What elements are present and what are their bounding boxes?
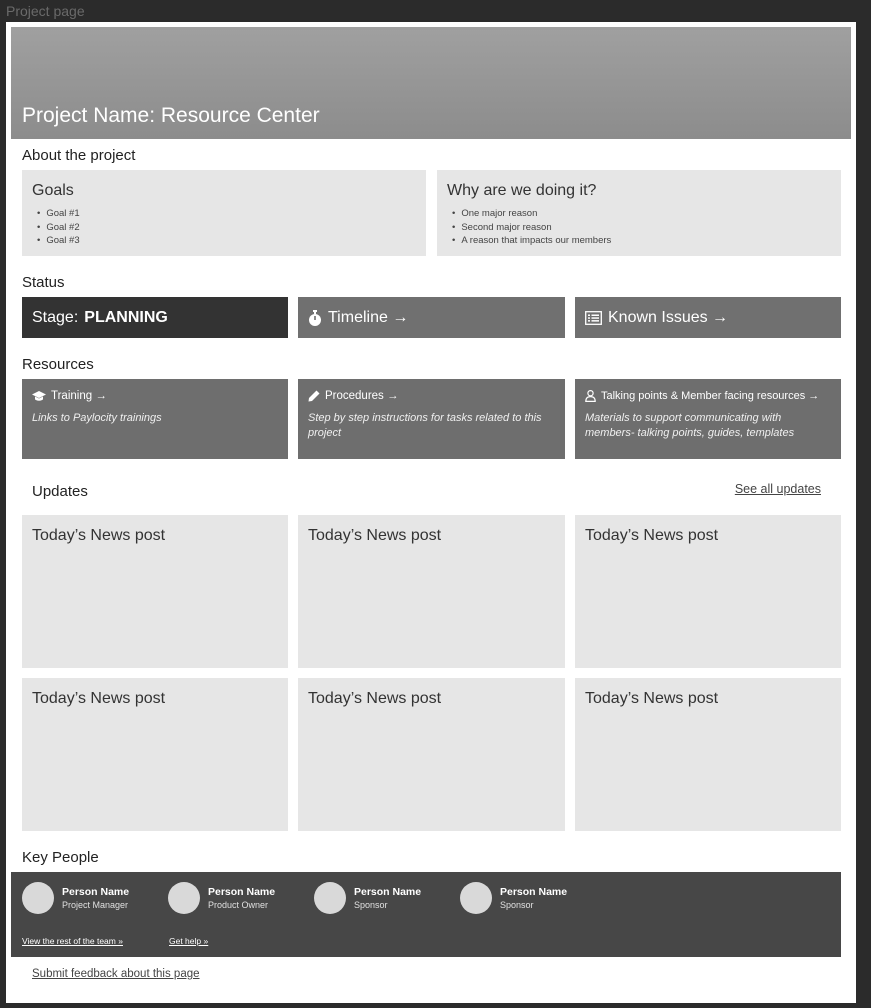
training-link[interactable] <box>32 390 107 402</box>
person-role: Project Manager <box>62 900 129 910</box>
updates-section-title: Updates <box>32 483 88 500</box>
training-card[interactable] <box>22 379 288 459</box>
person-icon <box>585 390 596 402</box>
person-role: Sponsor <box>500 900 534 910</box>
talking-points-card[interactable] <box>575 379 841 459</box>
stage-card <box>22 297 288 338</box>
procedures-card[interactable] <box>298 379 565 459</box>
resources-section-title: Resources <box>22 356 94 373</box>
submit-feedback-link[interactable]: Submit feedback about this page <box>32 968 200 980</box>
list-icon <box>585 311 602 325</box>
known-issues-button[interactable] <box>575 297 841 338</box>
goals-card <box>22 170 426 256</box>
graduation-cap-icon <box>32 391 46 402</box>
person-name: Person Name <box>62 886 130 898</box>
key-people-section-title: Key People <box>22 849 99 866</box>
known-issues-label: Known Issues → <box>608 308 729 326</box>
talking-points-label: Talking points & Member facing resources → <box>601 390 820 402</box>
project-page <box>6 22 856 1003</box>
avatar <box>314 882 346 914</box>
news-post-title: Today’s News post <box>32 527 166 544</box>
why-heading: Why are we doing it? <box>447 182 597 199</box>
person-name: Person Name <box>354 886 422 898</box>
news-post-title: Today’s News post <box>32 690 166 707</box>
timeline-label: Timeline → <box>328 308 409 326</box>
key-people-band <box>11 872 841 957</box>
list-item: • One major reason <box>452 207 611 221</box>
goals-list <box>37 207 80 248</box>
pencil-icon <box>308 390 320 402</box>
stage-label: Stage: <box>32 308 79 326</box>
avatar <box>22 882 54 914</box>
person-card[interactable] <box>22 882 129 914</box>
goals-heading: Goals <box>32 182 74 199</box>
person-name: Person Name <box>208 886 276 898</box>
why-card <box>437 170 841 256</box>
page-title: Project Name: Resource Center <box>22 104 320 127</box>
talking-points-description: Materials to support communicating with members- talking points, guides, templates <box>585 412 795 439</box>
person-role: Product Owner <box>208 900 269 910</box>
list-item: • Goal #2 <box>37 221 80 235</box>
frame-label: Project page <box>6 3 85 19</box>
person-role: Sponsor <box>354 900 388 910</box>
news-post-card[interactable] <box>22 678 288 831</box>
get-help-link[interactable]: Get help » <box>169 936 209 946</box>
news-post-card[interactable] <box>575 678 841 831</box>
status-section-title: Status <box>22 274 65 291</box>
news-post-title: Today’s News post <box>585 527 719 544</box>
procedures-link[interactable] <box>308 390 399 402</box>
see-all-updates-link[interactable]: See all updates <box>734 482 821 496</box>
list-item: • Second major reason <box>452 221 611 235</box>
news-post-title: Today’s News post <box>308 527 442 544</box>
person-card[interactable] <box>460 882 567 914</box>
person-card[interactable] <box>314 882 421 914</box>
why-list <box>452 207 611 248</box>
list-item: • Goal #3 <box>37 234 80 248</box>
list-item: • A reason that impacts our members <box>452 234 611 248</box>
news-post-card[interactable] <box>575 515 841 668</box>
news-post-card[interactable] <box>298 678 565 831</box>
training-label: Training → <box>51 390 107 402</box>
procedures-label: Procedures → <box>325 390 399 402</box>
training-description: Links to Paylocity trainings <box>32 412 162 424</box>
stopwatch-icon <box>308 310 322 326</box>
avatar <box>460 882 492 914</box>
avatar <box>168 882 200 914</box>
person-card[interactable] <box>168 882 275 914</box>
news-post-card[interactable] <box>22 515 288 668</box>
list-item: • Goal #1 <box>37 207 80 221</box>
timeline-button[interactable] <box>298 297 565 338</box>
news-post-title: Today’s News post <box>308 690 442 707</box>
news-post-card[interactable] <box>298 515 565 668</box>
talking-points-link[interactable] <box>585 390 819 402</box>
news-post-title: Today’s News post <box>585 690 719 707</box>
procedures-description: Step by step instructions for tasks related to this project <box>308 412 542 439</box>
view-team-link[interactable]: View the rest of the team » <box>22 936 123 946</box>
person-name: Person Name <box>500 886 568 898</box>
hero-banner <box>11 27 851 139</box>
about-section-title: About the project <box>22 147 136 164</box>
stage-value: PLANNING <box>84 308 168 326</box>
